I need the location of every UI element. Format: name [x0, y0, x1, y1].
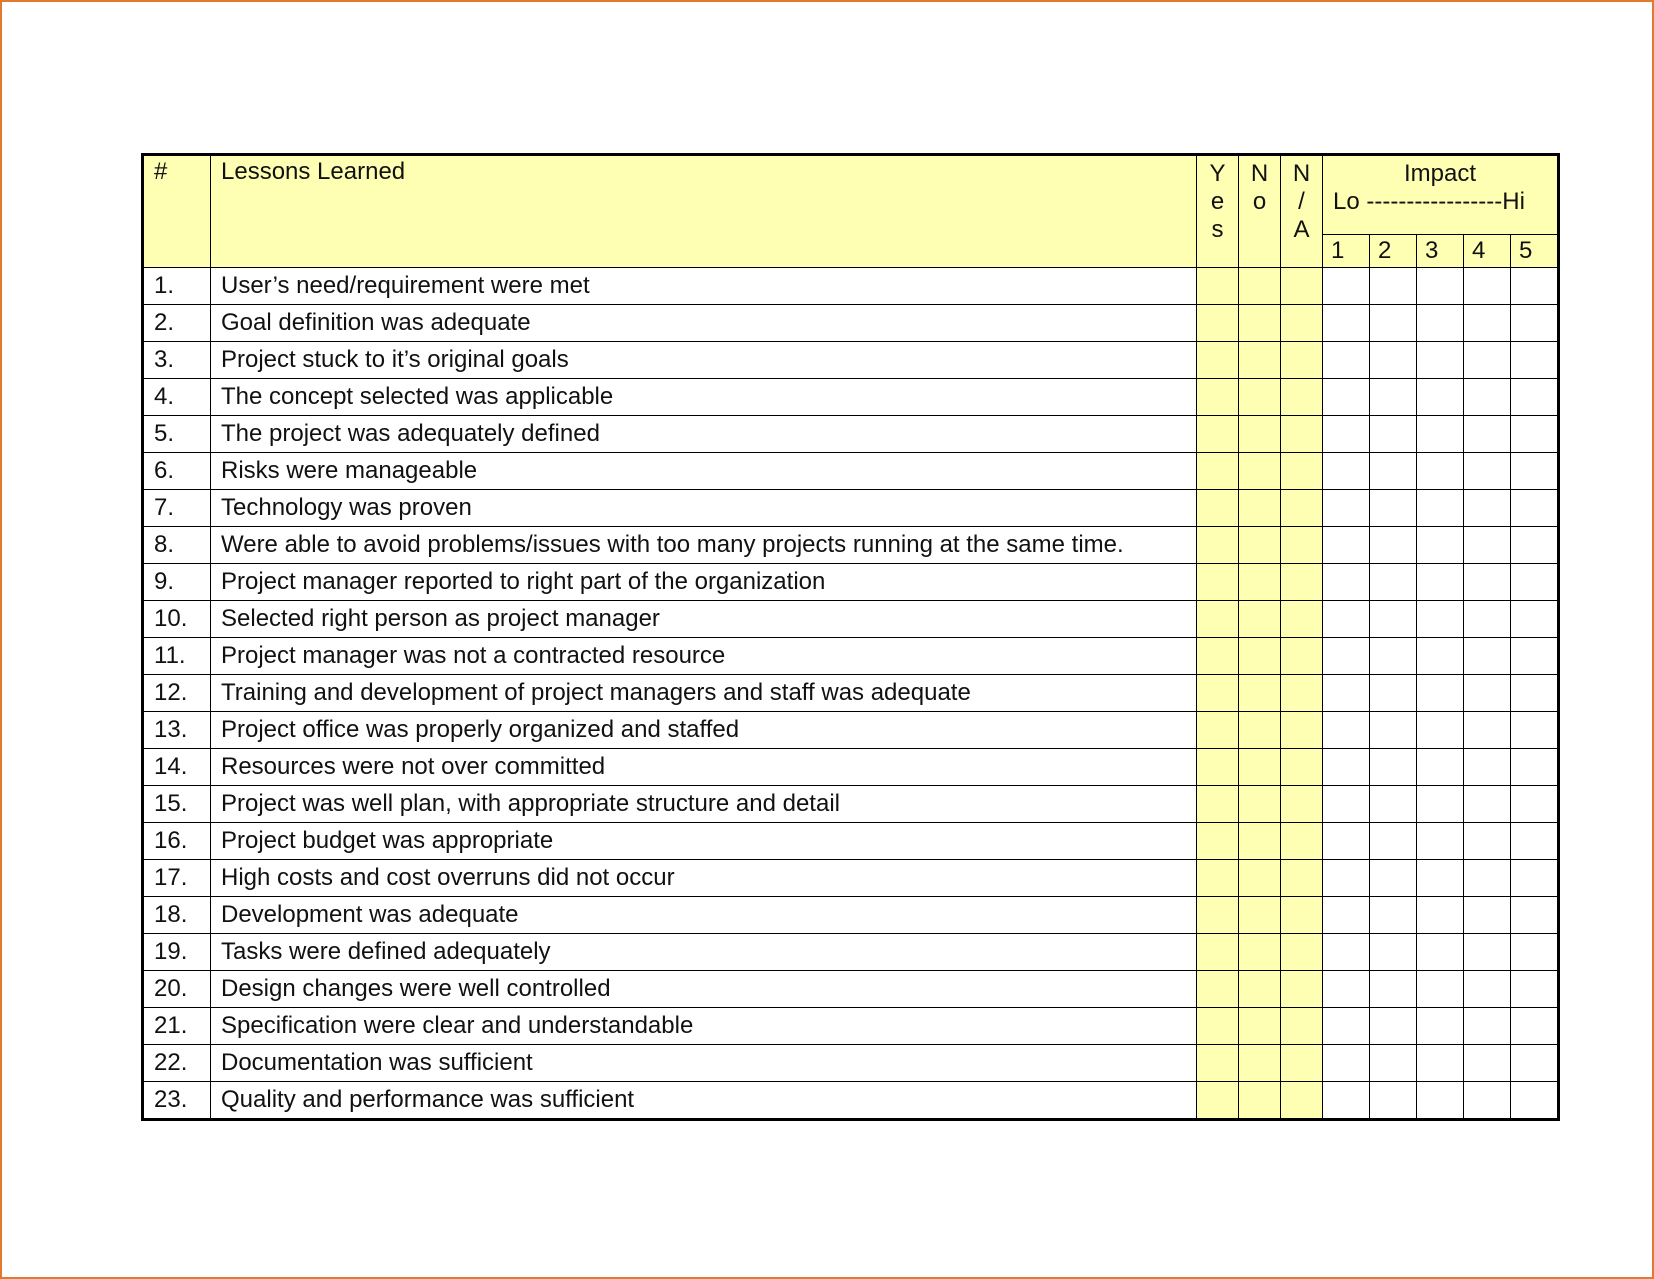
header-na-letter: / — [1298, 188, 1305, 215]
impact-cell-2[interactable] — [1370, 712, 1417, 749]
na-cell[interactable] — [1281, 490, 1323, 527]
table-row — [143, 897, 1559, 934]
impact-cell-4[interactable] — [1464, 1008, 1511, 1045]
row-number: 13. — [143, 712, 211, 749]
lesson-text: Goal definition was adequate — [211, 305, 1197, 342]
yes-cell[interactable] — [1197, 1082, 1239, 1120]
impact-cell-3[interactable] — [1417, 268, 1464, 305]
no-cell[interactable] — [1239, 638, 1281, 675]
header-yes-letter: s — [1211, 216, 1224, 243]
table-row — [143, 823, 1559, 860]
row-number: 17. — [143, 860, 211, 897]
yes-cell[interactable] — [1197, 712, 1239, 749]
impact-cell-5[interactable] — [1511, 527, 1559, 564]
lesson-text: Development was adequate — [211, 897, 1197, 934]
impact-cell-5[interactable] — [1511, 712, 1559, 749]
impact-cell-2[interactable] — [1370, 786, 1417, 823]
na-cell[interactable] — [1281, 1082, 1323, 1120]
row-number: 23. — [143, 1082, 211, 1120]
impact-cell-2[interactable] — [1370, 1082, 1417, 1120]
impact-cell-5[interactable] — [1511, 1082, 1559, 1120]
impact-cell-2[interactable] — [1370, 305, 1417, 342]
table-row — [143, 786, 1559, 823]
row-number: 1. — [143, 268, 211, 305]
impact-cell-4[interactable] — [1464, 490, 1511, 527]
lesson-text: Training and development of project managers and staff was adequate — [211, 675, 1197, 712]
row-number: 18. — [143, 897, 211, 934]
impact-cell-5[interactable] — [1511, 638, 1559, 675]
impact-cell-4[interactable] — [1464, 860, 1511, 897]
table-row — [143, 860, 1559, 897]
table-row — [143, 934, 1559, 971]
impact-cell-2[interactable] — [1370, 564, 1417, 601]
table-row — [143, 601, 1559, 638]
table-row — [143, 1008, 1559, 1045]
impact-cell-1[interactable] — [1323, 1045, 1370, 1082]
impact-range: Lo -----------------Hi — [1333, 188, 1525, 215]
impact-cell-4[interactable] — [1464, 1082, 1511, 1120]
impact-cell-4[interactable] — [1464, 638, 1511, 675]
lesson-text: The project was adequately defined — [211, 416, 1197, 453]
impact-cell-1[interactable] — [1323, 453, 1370, 490]
row-number: 12. — [143, 675, 211, 712]
yes-cell[interactable] — [1197, 638, 1239, 675]
header-lessons-learned: Lessons Learned — [211, 155, 1197, 268]
impact-cell-3[interactable] — [1417, 860, 1464, 897]
impact-cell-5[interactable] — [1511, 453, 1559, 490]
header-na-letter: N — [1292, 160, 1311, 187]
row-number: 10. — [143, 601, 211, 638]
row-number: 11. — [143, 638, 211, 675]
impact-cell-4[interactable] — [1464, 786, 1511, 823]
impact-cell-1[interactable] — [1323, 490, 1370, 527]
na-cell[interactable] — [1281, 305, 1323, 342]
no-cell[interactable] — [1239, 1082, 1281, 1120]
impact-cell-5[interactable] — [1511, 305, 1559, 342]
row-number: 2. — [143, 305, 211, 342]
impact-cell-1[interactable] — [1323, 675, 1370, 712]
na-cell[interactable] — [1281, 564, 1323, 601]
impact-cell-3[interactable] — [1417, 453, 1464, 490]
yes-cell[interactable] — [1197, 675, 1239, 712]
impact-cell-5[interactable] — [1511, 860, 1559, 897]
impact-cell-2[interactable] — [1370, 416, 1417, 453]
row-number: 14. — [143, 749, 211, 786]
table-row — [143, 1082, 1559, 1120]
row-number: 6. — [143, 453, 211, 490]
yes-cell[interactable] — [1197, 749, 1239, 786]
impact-cell-5[interactable] — [1511, 934, 1559, 971]
impact-cell-4[interactable] — [1464, 416, 1511, 453]
no-cell[interactable] — [1239, 305, 1281, 342]
impact-cell-4[interactable] — [1464, 453, 1511, 490]
impact-cell-2[interactable] — [1370, 897, 1417, 934]
impact-cell-1[interactable] — [1323, 527, 1370, 564]
yes-cell[interactable] — [1197, 1008, 1239, 1045]
lesson-text: Project manager was not a contracted resource — [211, 638, 1197, 675]
impact-cell-5[interactable] — [1511, 379, 1559, 416]
impact-cell-4[interactable] — [1464, 934, 1511, 971]
impact-cell-3[interactable] — [1417, 416, 1464, 453]
impact-cell-1[interactable] — [1323, 786, 1370, 823]
yes-cell[interactable] — [1197, 823, 1239, 860]
impact-cell-5[interactable] — [1511, 601, 1559, 638]
lesson-text: Tasks were defined adequately — [211, 934, 1197, 971]
no-cell[interactable] — [1239, 416, 1281, 453]
no-cell[interactable] — [1239, 453, 1281, 490]
lesson-text: Specification were clear and understandable — [211, 1008, 1197, 1045]
header-yes-letter: Y — [1209, 160, 1226, 187]
impact-cell-1[interactable] — [1323, 712, 1370, 749]
impact-cell-2[interactable] — [1370, 971, 1417, 1008]
impact-cell-5[interactable] — [1511, 675, 1559, 712]
impact-cell-3[interactable] — [1417, 601, 1464, 638]
lesson-text: Project office was properly organized and staffed — [211, 712, 1197, 749]
impact-cell-4[interactable] — [1464, 268, 1511, 305]
row-number: 21. — [143, 1008, 211, 1045]
impact-scale-5: 5 — [1511, 235, 1559, 268]
row-number: 16. — [143, 823, 211, 860]
no-cell[interactable] — [1239, 934, 1281, 971]
no-cell[interactable] — [1239, 860, 1281, 897]
impact-cell-1[interactable] — [1323, 860, 1370, 897]
impact-cell-3[interactable] — [1417, 1008, 1464, 1045]
na-cell[interactable] — [1281, 638, 1323, 675]
impact-cell-2[interactable] — [1370, 527, 1417, 564]
impact-cell-4[interactable] — [1464, 897, 1511, 934]
lesson-text: Were able to avoid problems/issues with too many projects running at the same time. — [211, 527, 1197, 564]
row-number: 20. — [143, 971, 211, 1008]
impact-cell-3[interactable] — [1417, 527, 1464, 564]
table-row — [143, 564, 1559, 601]
impact-cell-2[interactable] — [1370, 860, 1417, 897]
na-cell[interactable] — [1281, 749, 1323, 786]
lesson-text: Project was well plan, with appropriate structure and detail — [211, 786, 1197, 823]
impact-scale-1: 1 — [1323, 235, 1370, 268]
na-cell[interactable] — [1281, 601, 1323, 638]
yes-cell[interactable] — [1197, 897, 1239, 934]
header-number: # — [143, 155, 211, 268]
impact-cell-5[interactable] — [1511, 749, 1559, 786]
no-cell[interactable] — [1239, 712, 1281, 749]
yes-cell[interactable] — [1197, 786, 1239, 823]
impact-cell-3[interactable] — [1417, 749, 1464, 786]
row-number: 4. — [143, 379, 211, 416]
impact-cell-1[interactable] — [1323, 305, 1370, 342]
impact-cell-2[interactable] — [1370, 490, 1417, 527]
lesson-text: Project budget was appropriate — [211, 823, 1197, 860]
impact-cell-4[interactable] — [1464, 601, 1511, 638]
impact-cell-1[interactable] — [1323, 971, 1370, 1008]
header-no — [1239, 155, 1281, 268]
yes-cell[interactable] — [1197, 934, 1239, 971]
row-number: 9. — [143, 564, 211, 601]
table-row — [143, 971, 1559, 1008]
impact-cell-2[interactable] — [1370, 675, 1417, 712]
impact-scale-4: 4 — [1464, 235, 1511, 268]
impact-cell-4[interactable] — [1464, 379, 1511, 416]
lesson-text: Resources were not over committed — [211, 749, 1197, 786]
table-row — [143, 749, 1559, 786]
impact-cell-2[interactable] — [1370, 453, 1417, 490]
impact-cell-1[interactable] — [1323, 823, 1370, 860]
row-number: 3. — [143, 342, 211, 379]
table-row — [143, 638, 1559, 675]
row-number: 15. — [143, 786, 211, 823]
impact-cell-5[interactable] — [1511, 268, 1559, 305]
yes-cell[interactable] — [1197, 490, 1239, 527]
impact-cell-2[interactable] — [1370, 379, 1417, 416]
yes-cell[interactable] — [1197, 416, 1239, 453]
impact-title: Impact — [1403, 160, 1477, 187]
na-cell[interactable] — [1281, 860, 1323, 897]
lesson-text: Selected right person as project manager — [211, 601, 1197, 638]
na-cell[interactable] — [1281, 453, 1323, 490]
impact-cell-4[interactable] — [1464, 675, 1511, 712]
impact-cell-3[interactable] — [1417, 490, 1464, 527]
table-row — [143, 712, 1559, 749]
impact-cell-4[interactable] — [1464, 749, 1511, 786]
yes-cell[interactable] — [1197, 453, 1239, 490]
impact-cell-1[interactable] — [1323, 379, 1370, 416]
na-cell[interactable] — [1281, 527, 1323, 564]
row-number: 22. — [143, 1045, 211, 1082]
impact-cell-5[interactable] — [1511, 1008, 1559, 1045]
impact-cell-2[interactable] — [1370, 342, 1417, 379]
row-number: 8. — [143, 527, 211, 564]
header-no-letter: o — [1252, 188, 1267, 215]
impact-cell-3[interactable] — [1417, 638, 1464, 675]
no-cell[interactable] — [1239, 786, 1281, 823]
impact-cell-3[interactable] — [1417, 1045, 1464, 1082]
no-cell[interactable] — [1239, 379, 1281, 416]
table-row — [143, 268, 1559, 305]
impact-cell-1[interactable] — [1323, 268, 1370, 305]
impact-cell-4[interactable] — [1464, 564, 1511, 601]
impact-cell-2[interactable] — [1370, 601, 1417, 638]
impact-cell-1[interactable] — [1323, 1008, 1370, 1045]
na-cell[interactable] — [1281, 675, 1323, 712]
lesson-text: Design changes were well controlled — [211, 971, 1197, 1008]
impact-cell-3[interactable] — [1417, 379, 1464, 416]
row-number: 7. — [143, 490, 211, 527]
impact-cell-3[interactable] — [1417, 675, 1464, 712]
impact-cell-1[interactable] — [1323, 638, 1370, 675]
lesson-text: Documentation was sufficient — [211, 1045, 1197, 1082]
impact-cell-4[interactable] — [1464, 712, 1511, 749]
impact-cell-2[interactable] — [1370, 823, 1417, 860]
na-cell[interactable] — [1281, 416, 1323, 453]
lesson-text: The concept selected was applicable — [211, 379, 1197, 416]
table-row — [143, 453, 1559, 490]
impact-cell-1[interactable] — [1323, 342, 1370, 379]
impact-cell-3[interactable] — [1417, 564, 1464, 601]
header-na — [1281, 155, 1323, 268]
impact-cell-5[interactable] — [1511, 490, 1559, 527]
yes-cell[interactable] — [1197, 564, 1239, 601]
table-row — [143, 305, 1559, 342]
impact-cell-2[interactable] — [1370, 1008, 1417, 1045]
na-cell[interactable] — [1281, 712, 1323, 749]
impact-cell-4[interactable] — [1464, 342, 1511, 379]
no-cell[interactable] — [1239, 342, 1281, 379]
impact-cell-1[interactable] — [1323, 749, 1370, 786]
table-row — [143, 675, 1559, 712]
impact-cell-5[interactable] — [1511, 786, 1559, 823]
lesson-text: User’s need/requirement were met — [211, 268, 1197, 305]
impact-cell-3[interactable] — [1417, 897, 1464, 934]
impact-cell-1[interactable] — [1323, 601, 1370, 638]
lesson-text: High costs and cost overruns did not occur — [211, 860, 1197, 897]
impact-cell-5[interactable] — [1511, 897, 1559, 934]
table-row — [143, 527, 1559, 564]
table-row — [143, 342, 1559, 379]
yes-cell[interactable] — [1197, 342, 1239, 379]
no-cell[interactable] — [1239, 971, 1281, 1008]
na-cell[interactable] — [1281, 268, 1323, 305]
yes-cell[interactable] — [1197, 860, 1239, 897]
impact-cell-2[interactable] — [1370, 934, 1417, 971]
lessons-learned-table — [141, 153, 1560, 1121]
lesson-text: Quality and performance was sufficient — [211, 1082, 1197, 1120]
yes-cell[interactable] — [1197, 379, 1239, 416]
impact-cell-5[interactable] — [1511, 823, 1559, 860]
no-cell[interactable] — [1239, 823, 1281, 860]
na-cell[interactable] — [1281, 823, 1323, 860]
impact-scale-3: 3 — [1417, 235, 1464, 268]
impact-cell-4[interactable] — [1464, 1045, 1511, 1082]
impact-cell-3[interactable] — [1417, 712, 1464, 749]
impact-cell-4[interactable] — [1464, 305, 1511, 342]
table-row — [143, 416, 1559, 453]
na-cell[interactable] — [1281, 971, 1323, 1008]
impact-cell-3[interactable] — [1417, 934, 1464, 971]
impact-cell-5[interactable] — [1511, 1045, 1559, 1082]
header-no-letter: N — [1250, 160, 1269, 187]
no-cell[interactable] — [1239, 564, 1281, 601]
no-cell[interactable] — [1239, 1045, 1281, 1082]
table-row — [143, 1045, 1559, 1082]
impact-cell-2[interactable] — [1370, 638, 1417, 675]
no-cell[interactable] — [1239, 601, 1281, 638]
na-cell[interactable] — [1281, 379, 1323, 416]
row-number: 5. — [143, 416, 211, 453]
lesson-text: Project stuck to it’s original goals — [211, 342, 1197, 379]
lesson-text: Risks were manageable — [211, 453, 1197, 490]
no-cell[interactable] — [1239, 490, 1281, 527]
yes-cell[interactable] — [1197, 527, 1239, 564]
no-cell[interactable] — [1239, 1008, 1281, 1045]
yes-cell[interactable] — [1197, 268, 1239, 305]
header-yes — [1197, 155, 1239, 268]
yes-cell[interactable] — [1197, 971, 1239, 1008]
na-cell[interactable] — [1281, 1045, 1323, 1082]
yes-cell[interactable] — [1197, 305, 1239, 342]
header-yes-letter: e — [1210, 188, 1225, 215]
impact-cell-1[interactable] — [1323, 934, 1370, 971]
header-na-letter: A — [1293, 216, 1310, 243]
na-cell[interactable] — [1281, 1008, 1323, 1045]
impact-cell-1[interactable] — [1323, 416, 1370, 453]
impact-cell-4[interactable] — [1464, 823, 1511, 860]
impact-cell-5[interactable] — [1511, 342, 1559, 379]
impact-cell-3[interactable] — [1417, 823, 1464, 860]
impact-cell-1[interactable] — [1323, 564, 1370, 601]
impact-cell-2[interactable] — [1370, 268, 1417, 305]
na-cell[interactable] — [1281, 897, 1323, 934]
lesson-text: Technology was proven — [211, 490, 1197, 527]
no-cell[interactable] — [1239, 897, 1281, 934]
impact-cell-5[interactable] — [1511, 971, 1559, 1008]
impact-cell-1[interactable] — [1323, 897, 1370, 934]
impact-scale-2: 2 — [1370, 235, 1417, 268]
impact-cell-3[interactable] — [1417, 971, 1464, 1008]
impact-cell-4[interactable] — [1464, 971, 1511, 1008]
impact-cell-1[interactable] — [1323, 1082, 1370, 1120]
table-row — [143, 490, 1559, 527]
lesson-text: Project manager reported to right part of the organization — [211, 564, 1197, 601]
table-row — [143, 379, 1559, 416]
impact-cell-2[interactable] — [1370, 1045, 1417, 1082]
na-cell[interactable] — [1281, 786, 1323, 823]
na-cell[interactable] — [1281, 934, 1323, 971]
no-cell[interactable] — [1239, 268, 1281, 305]
impact-cell-3[interactable] — [1417, 305, 1464, 342]
no-cell[interactable] — [1239, 675, 1281, 712]
impact-cell-3[interactable] — [1417, 786, 1464, 823]
impact-cell-4[interactable] — [1464, 527, 1511, 564]
impact-cell-5[interactable] — [1511, 416, 1559, 453]
impact-cell-5[interactable] — [1511, 564, 1559, 601]
header-impact — [1323, 155, 1559, 235]
na-cell[interactable] — [1281, 342, 1323, 379]
row-number: 19. — [143, 934, 211, 971]
yes-cell[interactable] — [1197, 601, 1239, 638]
yes-cell[interactable] — [1197, 1045, 1239, 1082]
no-cell[interactable] — [1239, 527, 1281, 564]
impact-cell-3[interactable] — [1417, 1082, 1464, 1120]
no-cell[interactable] — [1239, 749, 1281, 786]
impact-cell-2[interactable] — [1370, 749, 1417, 786]
impact-cell-3[interactable] — [1417, 342, 1464, 379]
